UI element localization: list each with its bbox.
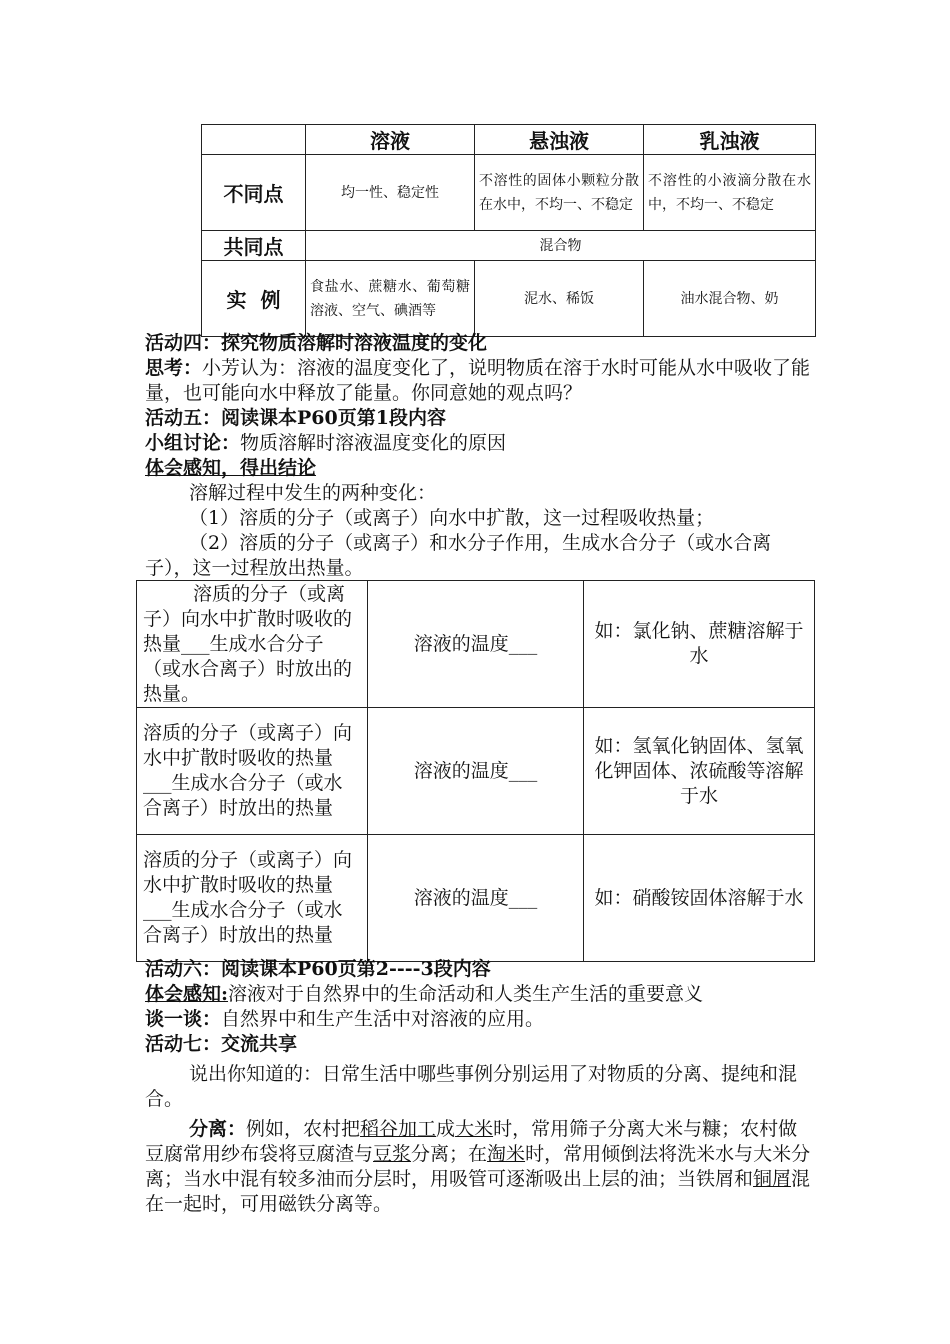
activity-section-4-5 bbox=[145, 331, 813, 581]
talk-label: 谈一谈： bbox=[145, 1008, 222, 1030]
sep-text: 时，常用倾倒法将洗米水与大米分离；当水中混有较多油而分层时，用吸管可逐渐吸出上层的油；当铁屑和 bbox=[145, 1143, 811, 1190]
activity6-feel bbox=[145, 982, 813, 1007]
table-cell-merged: 混合物 bbox=[306, 231, 816, 261]
talk-text: 自然界中和生产生活中对溶液的应用。 bbox=[221, 1008, 545, 1030]
table-row bbox=[137, 835, 815, 962]
activity5-title: 活动五：阅读课本P60页第1段内容 bbox=[145, 407, 446, 429]
conclusion-heading: 体会感知，得出结论 bbox=[145, 457, 317, 479]
separation-paragraph bbox=[145, 1117, 813, 1217]
discuss-label: 小组讨论： bbox=[145, 432, 241, 454]
feel-text: 溶液对于自然界中的生命活动和人类生产生活的重要意义 bbox=[228, 983, 704, 1005]
feel-label: 体会感知: bbox=[145, 983, 229, 1005]
activity5-discuss bbox=[145, 431, 813, 456]
activity7-title: 活动七：交流共享 bbox=[145, 1033, 298, 1055]
table-row bbox=[137, 708, 815, 835]
sep-term: 淘米 bbox=[487, 1143, 526, 1165]
table-row bbox=[202, 261, 816, 337]
sep-text: 成 bbox=[436, 1118, 456, 1140]
table-header-empty bbox=[202, 125, 306, 155]
sep-text: 分离；在 bbox=[411, 1143, 488, 1165]
dissolve-item-1: （1）溶质的分子（或离子）向水中扩散，这一过程吸收热量； bbox=[189, 507, 715, 529]
sep-text: 例如，农村把 bbox=[246, 1118, 361, 1140]
activity-section-6-7 bbox=[145, 957, 813, 1217]
row-label-examples: 实 例 bbox=[202, 261, 306, 337]
table-cell: 溶质的分子（或离子）向水中扩散时吸收的热量___生成水合分子（或水合离子）时放出的热量 bbox=[137, 835, 368, 962]
table-header-suspension: 悬浊液 bbox=[475, 125, 644, 155]
activity4-title: 活动四：探究物质溶解时溶液温度的变化 bbox=[145, 332, 488, 354]
temperature-table bbox=[136, 580, 815, 962]
activity6-title: 活动六：阅读课本P60页第2----3段内容 bbox=[145, 958, 491, 980]
table-cell: 泥水、稀饭 bbox=[475, 261, 644, 337]
sep-term: 铜屑 bbox=[753, 1168, 792, 1190]
discuss-text: 物质溶解时溶液温度变化的原因 bbox=[240, 432, 507, 454]
table-cell: 不溶性的固体小颗粒分散在水中，不均一、不稳定 bbox=[475, 155, 644, 231]
separation-label: 分离： bbox=[189, 1118, 247, 1140]
table-row bbox=[202, 231, 816, 261]
table-row bbox=[137, 581, 815, 708]
table-cell: 溶液的温度___ bbox=[368, 581, 584, 708]
think-label: 思考： bbox=[145, 357, 203, 379]
sep-term: 豆浆 bbox=[373, 1143, 412, 1165]
table-cell: 均一性、稳定性 bbox=[306, 155, 475, 231]
row-label-commonality: 共同点 bbox=[202, 231, 306, 261]
activity7-para1: 说出你知道的：日常生活中哪些事例分别运用了对物质的分离、提纯和混合。 bbox=[145, 1063, 798, 1110]
table-cell: 如：氯化钠、蔗糖溶解于水 bbox=[584, 581, 815, 708]
table-cell: 溶质的分子（或离子）向水中扩散时吸收的热量___生成水合分子（或水合离子）时放出的热量。 bbox=[137, 581, 368, 708]
table-cell: 食盐水、蔗糖水、葡萄糖溶液、空气、碘酒等 bbox=[306, 261, 475, 337]
dissolve-intro: 溶解过程中发生的两种变化： bbox=[189, 482, 437, 504]
table-row bbox=[202, 155, 816, 231]
table-header-solution: 溶液 bbox=[306, 125, 475, 155]
sep-text: 时，常用筛子分离大米与糠；农村做豆腐常用纱布袋将豆腐渣与 bbox=[145, 1118, 798, 1165]
activity6-talk bbox=[145, 1007, 813, 1032]
table-header-row bbox=[202, 125, 816, 155]
table-cell: 油水混合物、奶 bbox=[644, 261, 816, 337]
activity4-think bbox=[145, 356, 813, 406]
table-cell: 溶液的温度___ bbox=[368, 708, 584, 835]
sep-term: 大米 bbox=[455, 1118, 494, 1140]
table-header-emulsion: 乳浊液 bbox=[644, 125, 816, 155]
sep-text: 混在一起时，可用磁铁分离等。 bbox=[145, 1168, 811, 1215]
think-text: 小芳认为：溶液的温度变化了，说明物质在溶于水时可能从水中吸收了能量，也可能向水中释放了能量。你同意她的观点吗？ bbox=[145, 357, 811, 404]
table-cell: 溶质的分子（或离子）向水中扩散时吸收的热量___生成水合分子（或水合离子）时放出的热量 bbox=[137, 708, 368, 835]
comparison-table bbox=[201, 124, 816, 337]
row-label-differences: 不同点 bbox=[202, 155, 306, 231]
sep-term: 稻谷加工 bbox=[360, 1118, 437, 1140]
table-cell: 如：氢氧化钠固体、氢氧化钾固体、浓硫酸等溶解于水 bbox=[584, 708, 815, 835]
dissolve-item-2: （2）溶质的分子（或离子）和水分子作用，生成水合分子（或水合离子），这一过程放出热量。 bbox=[145, 532, 772, 579]
table-cell: 溶液的温度___ bbox=[368, 835, 584, 962]
table-cell: 如：硝酸铵固体溶解于水 bbox=[584, 835, 815, 962]
table-cell: 不溶性的小液滴分散在水中，不均一、不稳定 bbox=[644, 155, 816, 231]
